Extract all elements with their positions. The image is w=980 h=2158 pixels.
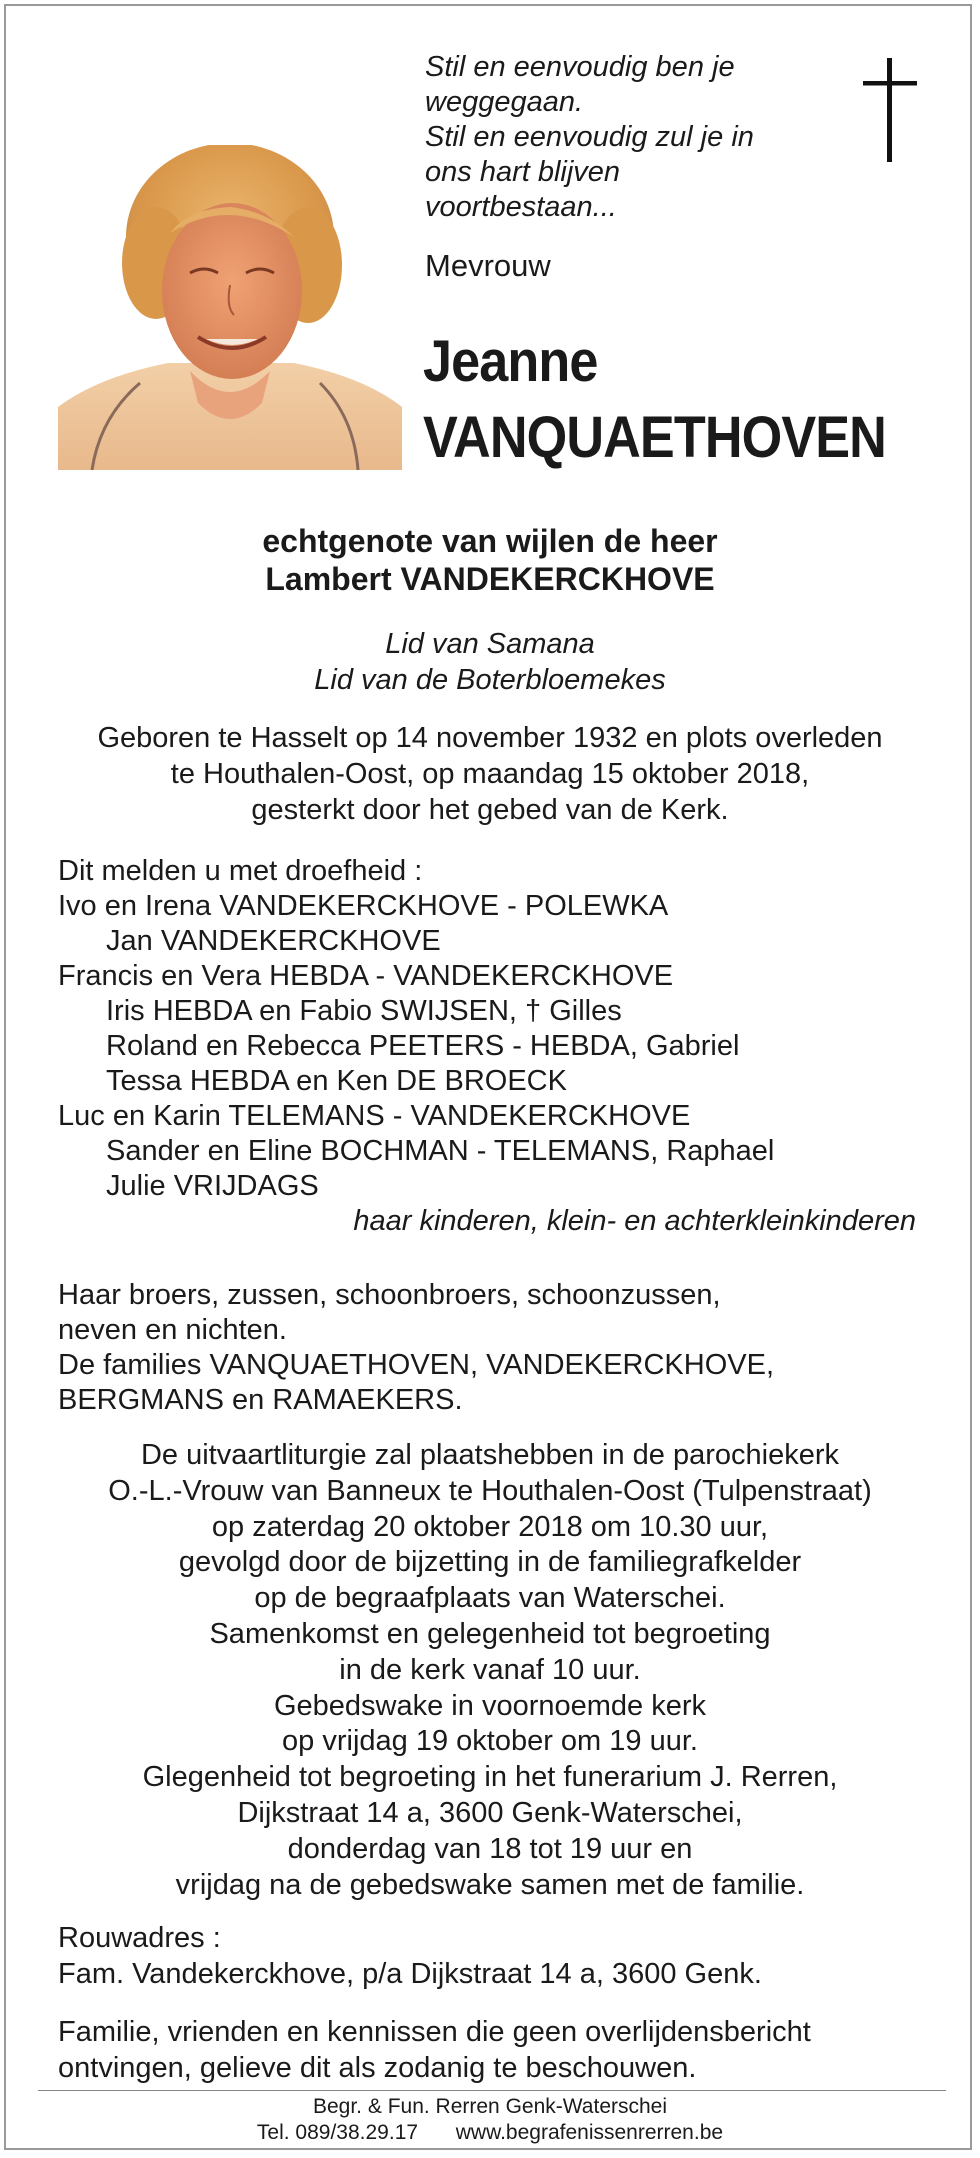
mourners-intro: Dit melden u met droefheid :: [58, 855, 423, 887]
memberships: [0, 626, 980, 698]
portrait-photo: [58, 145, 402, 470]
mourner-line: Sander en Eline BOCHMAN - TELEMANS, Raphael: [106, 1135, 775, 1167]
birth-death-line: gesterkt door het gebed van de Kerk.: [251, 794, 729, 826]
spouse-line: echtgenote van wijlen de heer: [262, 523, 718, 559]
mourner-line: Tessa HEBDA en Ken DE BROECK: [106, 1065, 567, 1097]
mourner-line: Francis en Vera HEBDA - VANDEKERCKHOVE: [58, 960, 674, 992]
deceased-last-name: VANQUAETHOVEN: [423, 405, 886, 470]
mourner-line: Roland en Rebecca PEETERS - HEBDA, Gabriel: [106, 1030, 740, 1062]
closing-note: [58, 2014, 811, 2086]
mourning-address: [58, 1920, 762, 1992]
footer-divider: [38, 2090, 946, 2091]
closing-line: Familie, vrienden en kennissen die geen overlijdensbericht: [58, 2016, 811, 2048]
address-label: Rouwadres :: [58, 1922, 221, 1954]
liturgy-line: Glegenheid tot begroeting in het funerarium J. Rerren,: [142, 1761, 838, 1794]
footer-phone: Tel. 089/38.29.17: [256, 2121, 419, 2144]
liturgy-line: O.-L.-Vrouw van Banneux te Houthalen-Oost (Tulpenstraat): [108, 1474, 872, 1507]
mourners-block: [58, 854, 938, 1239]
liturgy-line: op vrijdag 19 oktober om 19 uur.: [282, 1725, 698, 1758]
spouse-block: [0, 522, 980, 598]
mourner-line: Julie VRIJDAGS: [106, 1170, 319, 1202]
liturgy-line: gevolgd door de bijzetting in de familiegrafkelder: [178, 1546, 802, 1579]
mourner-line: Iris HEBDA en Fabio SWIJSEN, † Gilles: [106, 995, 622, 1027]
poem-line: Stil en eenvoudig ben je: [425, 51, 735, 83]
poem-line: Stil en eenvoudig zul je in: [425, 121, 754, 153]
family-line: neven en nichten.: [58, 1314, 287, 1346]
family-line: BERGMANS en RAMAEKERS.: [58, 1384, 463, 1416]
extended-family-block: [58, 1278, 774, 1418]
family-line: De families VANQUAETHOVEN, VANDEKERCKHOVE,: [58, 1349, 775, 1381]
address-value: Fam. Vandekerckhove, p/a Dijkstraat 14 a, 3600 Genk.: [58, 1958, 762, 1990]
deceased-first-name: Jeanne: [423, 329, 598, 394]
honorific: Mevrouw: [425, 248, 551, 283]
liturgy-line: in de kerk vanaf 10 uur.: [339, 1653, 641, 1686]
birth-death-line: te Houthalen-Oost, op maandag 15 oktober 2018,: [170, 758, 810, 790]
closing-line: ontvingen, gelieve dit als zodanig te beschouwen.: [58, 2052, 697, 2084]
mourner-line: Luc en Karin TELEMANS - VANDEKERCKHOVE: [58, 1100, 691, 1132]
poem-line: voortbestaan...: [425, 191, 617, 223]
family-line: Haar broers, zussen, schoonbroers, schoonzussen,: [58, 1279, 721, 1311]
spouse-line: Lambert VANDEKERCKHOVE: [265, 561, 715, 597]
liturgy-line: donderdag van 18 tot 19 uur en: [287, 1832, 693, 1865]
birth-death-block: [0, 720, 980, 828]
membership-line: Lid van de Boterbloemekes: [314, 664, 666, 696]
poem: [425, 50, 805, 225]
liturgy-line: De uitvaartliturgie zal plaatshebben in de parochiekerk: [140, 1439, 840, 1471]
membership-line: Lid van Samana: [385, 628, 595, 660]
liturgy-line: Samenkomst en gelegenheid tot begroeting: [209, 1617, 771, 1650]
latin-cross-icon: [860, 58, 920, 162]
footer-contact: [0, 2120, 980, 2145]
liturgy-line: vrijdag na de gebedswake samen met de familie.: [175, 1868, 805, 1901]
mourner-line: Jan VANDEKERCKHOVE: [106, 925, 441, 957]
birth-death-line: Geboren te Hasselt op 14 november 1932 en plots overleden: [97, 722, 883, 754]
poem-line: ons hart blijven: [425, 156, 621, 188]
footer-website[interactable]: www.begrafenissenrerren.be: [455, 2121, 724, 2144]
mourner-line: Ivo en Irena VANDEKERCKHOVE - POLEWKA: [58, 890, 669, 922]
liturgy-block: [0, 1438, 980, 1903]
poem-line: weggegaan.: [425, 86, 584, 118]
mourners-subtitle: haar kinderen, klein- en achterkleinkinderen: [353, 1205, 916, 1237]
liturgy-line: Dijkstraat 14 a, 3600 Genk-Waterschei,: [237, 1796, 743, 1829]
liturgy-line: op zaterdag 20 oktober 2018 om 10.30 uur,: [211, 1510, 769, 1543]
liturgy-line: Gebedswake in voornoemde kerk: [273, 1689, 706, 1722]
liturgy-line: op de begraafplaats van Waterschei.: [254, 1582, 726, 1615]
footer-undertaker: Begr. & Fun. Rerren Genk-Waterschei: [312, 2095, 668, 2118]
